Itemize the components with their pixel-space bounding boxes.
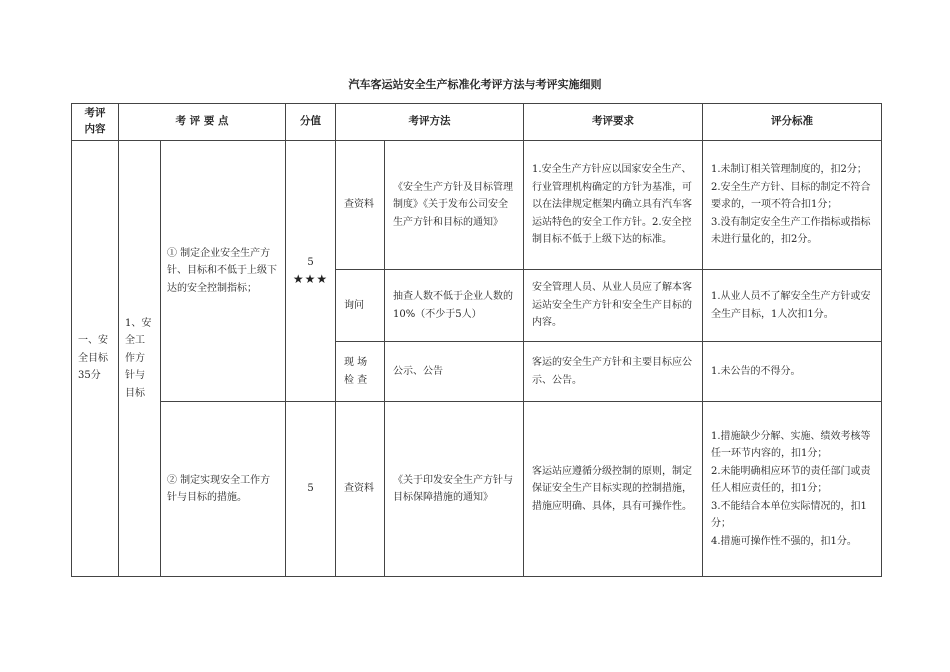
requirement-cell: 安全管理人员、从业人员应了解本客运站安全生产方针和安全生产目标的内容。	[524, 270, 703, 342]
evaluation-table	[71, 103, 882, 577]
requirement-cell: 1.安全生产方针应以国家安全生产、行业管理机构确定的方针为基准，可以在法律规定框架内确立具有汽车客运站特色的安全工作方针。2.安全控制目标不低于上级下达的标准。	[524, 141, 703, 270]
criteria-line: 1.未公告的不得分。	[711, 365, 801, 377]
score-cell-2: 5	[286, 402, 336, 577]
category-cell: 一、安全目标35分	[72, 141, 119, 577]
table-header-row	[72, 104, 882, 141]
method-detail: 《关于印发安全生产方针与目标保障措施的通知》	[385, 402, 524, 577]
method-detail: 公示、公告	[385, 342, 524, 402]
criteria-line: 3.不能结合本单位实际情况的，扣1分；	[711, 500, 867, 530]
criteria-line: 1.从业人员不了解安全生产方针或安全生产目标，1人次扣1分。	[711, 291, 871, 320]
header-points: 考 评 要 点	[119, 104, 286, 141]
criteria-cell	[703, 270, 882, 342]
criteria-line: 2.未能明确相应环节的责任部门或责任人相应责任的，扣1分；	[711, 465, 871, 495]
criteria-cell	[703, 141, 882, 270]
header-score: 分值	[286, 104, 336, 141]
criteria-line: 1.未制订相关管理制度的，扣2分；	[711, 164, 867, 176]
point-cell-2: ② 制定实现安全工作方针与目标的措施。	[161, 402, 286, 577]
method-type: 询问	[336, 270, 385, 342]
table-row	[72, 141, 882, 270]
header-requirement: 考评要求	[524, 104, 703, 141]
header-criteria: 评分标准	[703, 104, 882, 141]
requirement-cell: 客运站应遵循分级控制的原则，制定保证安全生产目标实现的控制措施，措施应明确、具体，具有可操作性。	[524, 402, 703, 577]
document-title: 汽车客运站安全生产标准化考评方法与考评实施细则	[348, 78, 602, 91]
subcategory-cell: 1、安全工作方针与目标	[119, 141, 161, 577]
score-cell-1	[286, 141, 336, 402]
method-type: 查资料	[336, 402, 385, 577]
requirement-cell: 客运的安全生产方针和主要目标应公示、公告。	[524, 342, 703, 402]
header-content: 考评内容	[72, 104, 119, 141]
criteria-line: 2.安全生产方针、目标的制定不符合要求的，一项不符合扣1分；	[711, 181, 871, 211]
star-rating: ★★★	[292, 271, 329, 286]
criteria-line: 4.措施可操作性不强的，扣1分。	[711, 535, 857, 547]
criteria-line: 1.措施缺少分解、实施、绩效考核等任一环节内容的，扣1分；	[711, 430, 871, 460]
method-detail: 抽查人数不低于企业人数的10%（不少于5人）	[385, 270, 524, 342]
criteria-line: 3.没有制定安全生产工作指标或指标未进行量化的，扣2分。	[711, 216, 871, 246]
criteria-cell	[703, 342, 882, 402]
method-type: 查资料	[336, 141, 385, 270]
score-value: 5	[307, 257, 314, 269]
point-cell-1: ① 制定企业安全生产方针、目标和不低于上级下达的安全控制指标；	[161, 141, 286, 402]
header-method: 考评方法	[336, 104, 524, 141]
criteria-cell	[703, 402, 882, 577]
method-detail: 《安全生产方针及目标管理制度》《关于发布公司安全生产方针和目标的通知》	[385, 141, 524, 270]
method-type: 现 场 检 查	[336, 342, 385, 402]
table-row	[72, 402, 882, 577]
